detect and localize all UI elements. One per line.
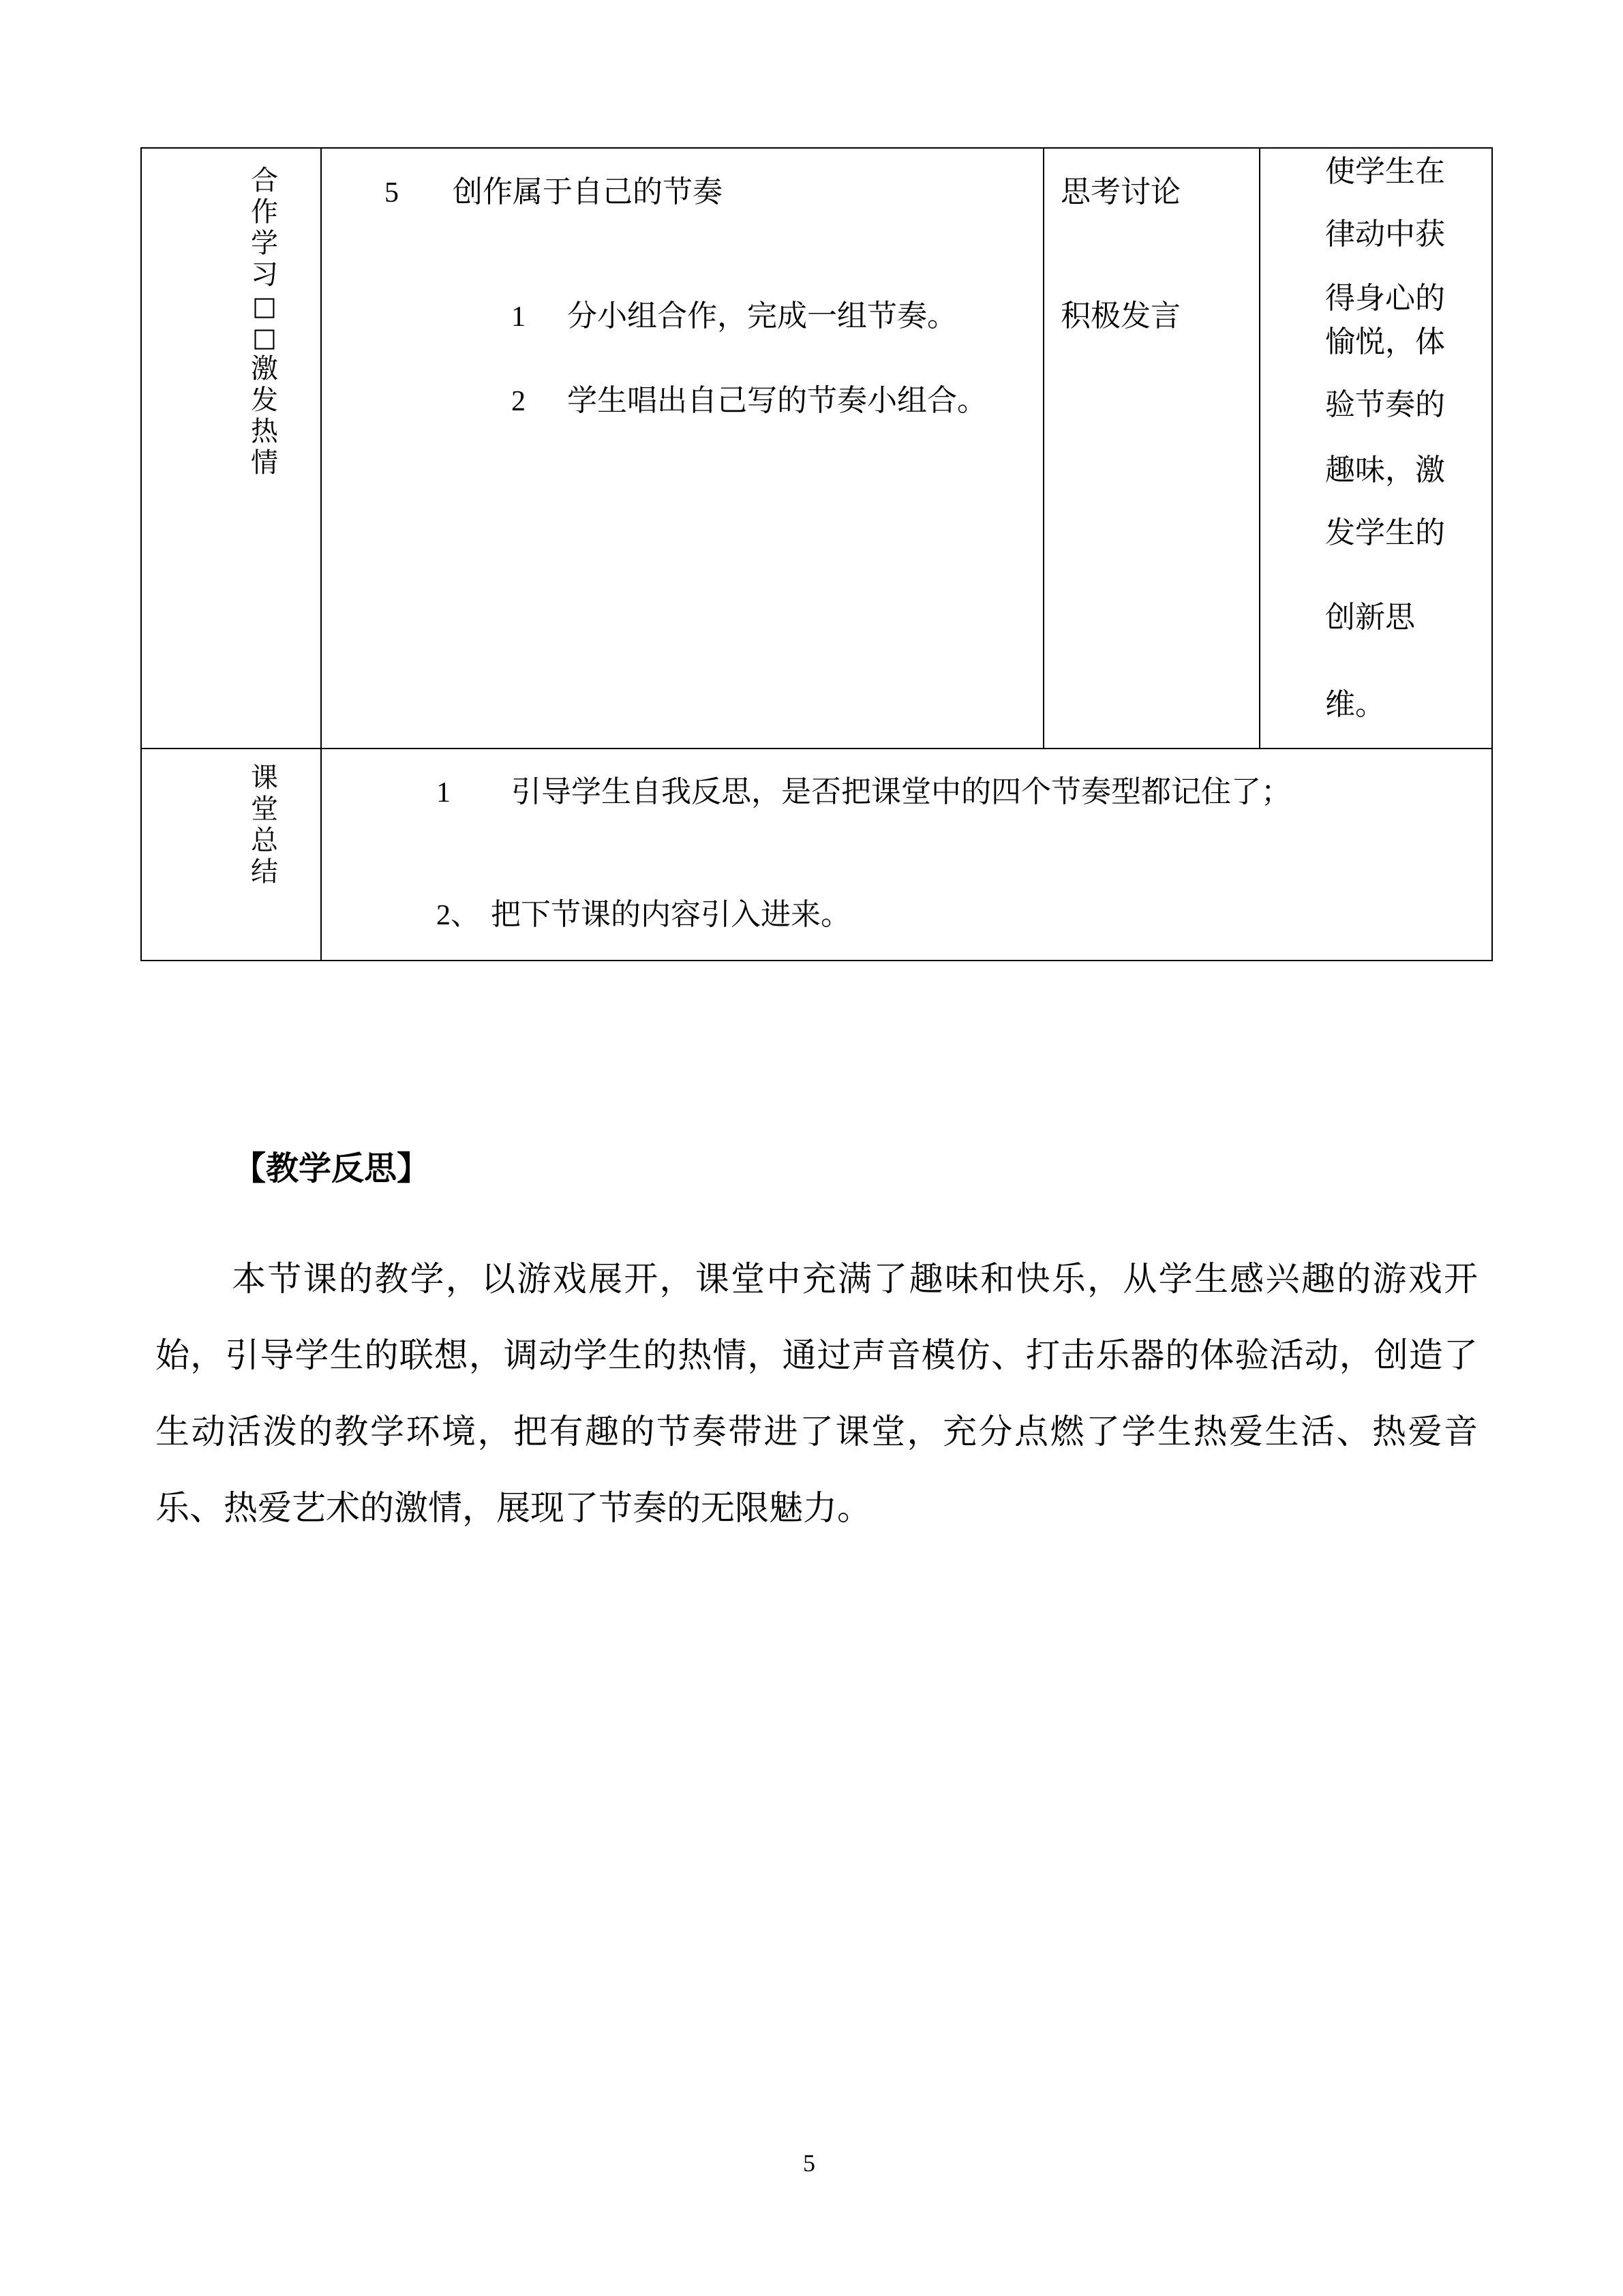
summary-item-2-text: 把下节课的内容引入进来。 bbox=[491, 897, 851, 932]
intent-line: 律动中获 bbox=[1325, 217, 1445, 252]
sub-item-1-number: 1 bbox=[511, 301, 526, 333]
intent-line: 趣味，激 bbox=[1325, 453, 1445, 487]
row1-label-char: □ bbox=[252, 322, 277, 352]
row1-label-char: 习 bbox=[251, 259, 278, 290]
row2-label-char: 结 bbox=[251, 856, 278, 888]
intent-line: 验节奏的 bbox=[1325, 387, 1445, 422]
intent-line: 得身心的 bbox=[1325, 281, 1445, 316]
step-number: 5 bbox=[384, 177, 399, 209]
page-number: 5 bbox=[803, 2149, 815, 2177]
student-activity-1: 思考讨论 bbox=[1061, 175, 1181, 209]
summary-item-2-number: 2、 bbox=[436, 900, 480, 931]
intent-line: 使学生在 bbox=[1325, 154, 1445, 189]
step-title: 创作属于自己的节奏 bbox=[453, 175, 723, 209]
row1-label-char: 发 bbox=[251, 384, 278, 416]
table-col-divider-3 bbox=[1259, 147, 1260, 749]
row1-label-char: 激 bbox=[251, 353, 278, 384]
row2-label bbox=[249, 762, 279, 888]
table-row-divider bbox=[140, 748, 1491, 749]
summary-item-1-text: 引导学生自我反思，是否把课堂中的四个节奏型都记住了； bbox=[511, 774, 1291, 809]
sub-item-1-text: 分小组合作，完成一组节奏。 bbox=[567, 299, 957, 333]
sub-item-2-text: 学生唱出自己写的节奏小组合。 bbox=[567, 383, 987, 418]
row2-label-char: 课 bbox=[251, 762, 278, 794]
table-col-divider-2 bbox=[1043, 147, 1044, 749]
intent-line: 发学生的 bbox=[1325, 515, 1445, 550]
sub-item-2-number: 2 bbox=[511, 386, 526, 417]
intent-line: 创新思 bbox=[1325, 600, 1415, 635]
intent-line: 维。 bbox=[1325, 687, 1385, 722]
table-col-divider-1 bbox=[320, 147, 322, 960]
row1-label bbox=[249, 165, 279, 479]
row1-label-char: □ bbox=[252, 291, 277, 321]
intent-line: 愉悦，体 bbox=[1325, 324, 1445, 359]
student-activity-2: 积极发言 bbox=[1061, 299, 1181, 333]
row2-label-char: 总 bbox=[251, 825, 278, 856]
row2-label-char: 堂 bbox=[251, 794, 278, 825]
row1-label-char: 合 bbox=[251, 165, 278, 196]
row1-label-char: 作 bbox=[251, 196, 278, 228]
row1-label-char: 热 bbox=[251, 416, 278, 447]
reflection-body: 本节课的教学，以游戏展开，课堂中充满了趣味和快乐，从学生感兴趣的游戏开始，引导学生的联想，调动学生的热情，通过声音模仿、打击乐器的体验活动，创造了生动活泼的教学环境，把有趣的节奏带进了课堂，充分点燃了学生热爱生活、热爱音乐、热爱艺术的激情，展现了节奏的无限魅力。 bbox=[155, 1259, 1478, 1528]
row1-label-char: 情 bbox=[251, 447, 278, 479]
lesson-table bbox=[140, 147, 1493, 961]
row1-label-char: 学 bbox=[251, 228, 278, 259]
summary-item-1-number: 1 bbox=[436, 777, 451, 809]
reflection-heading: 【教学反思】 bbox=[233, 1149, 430, 1188]
